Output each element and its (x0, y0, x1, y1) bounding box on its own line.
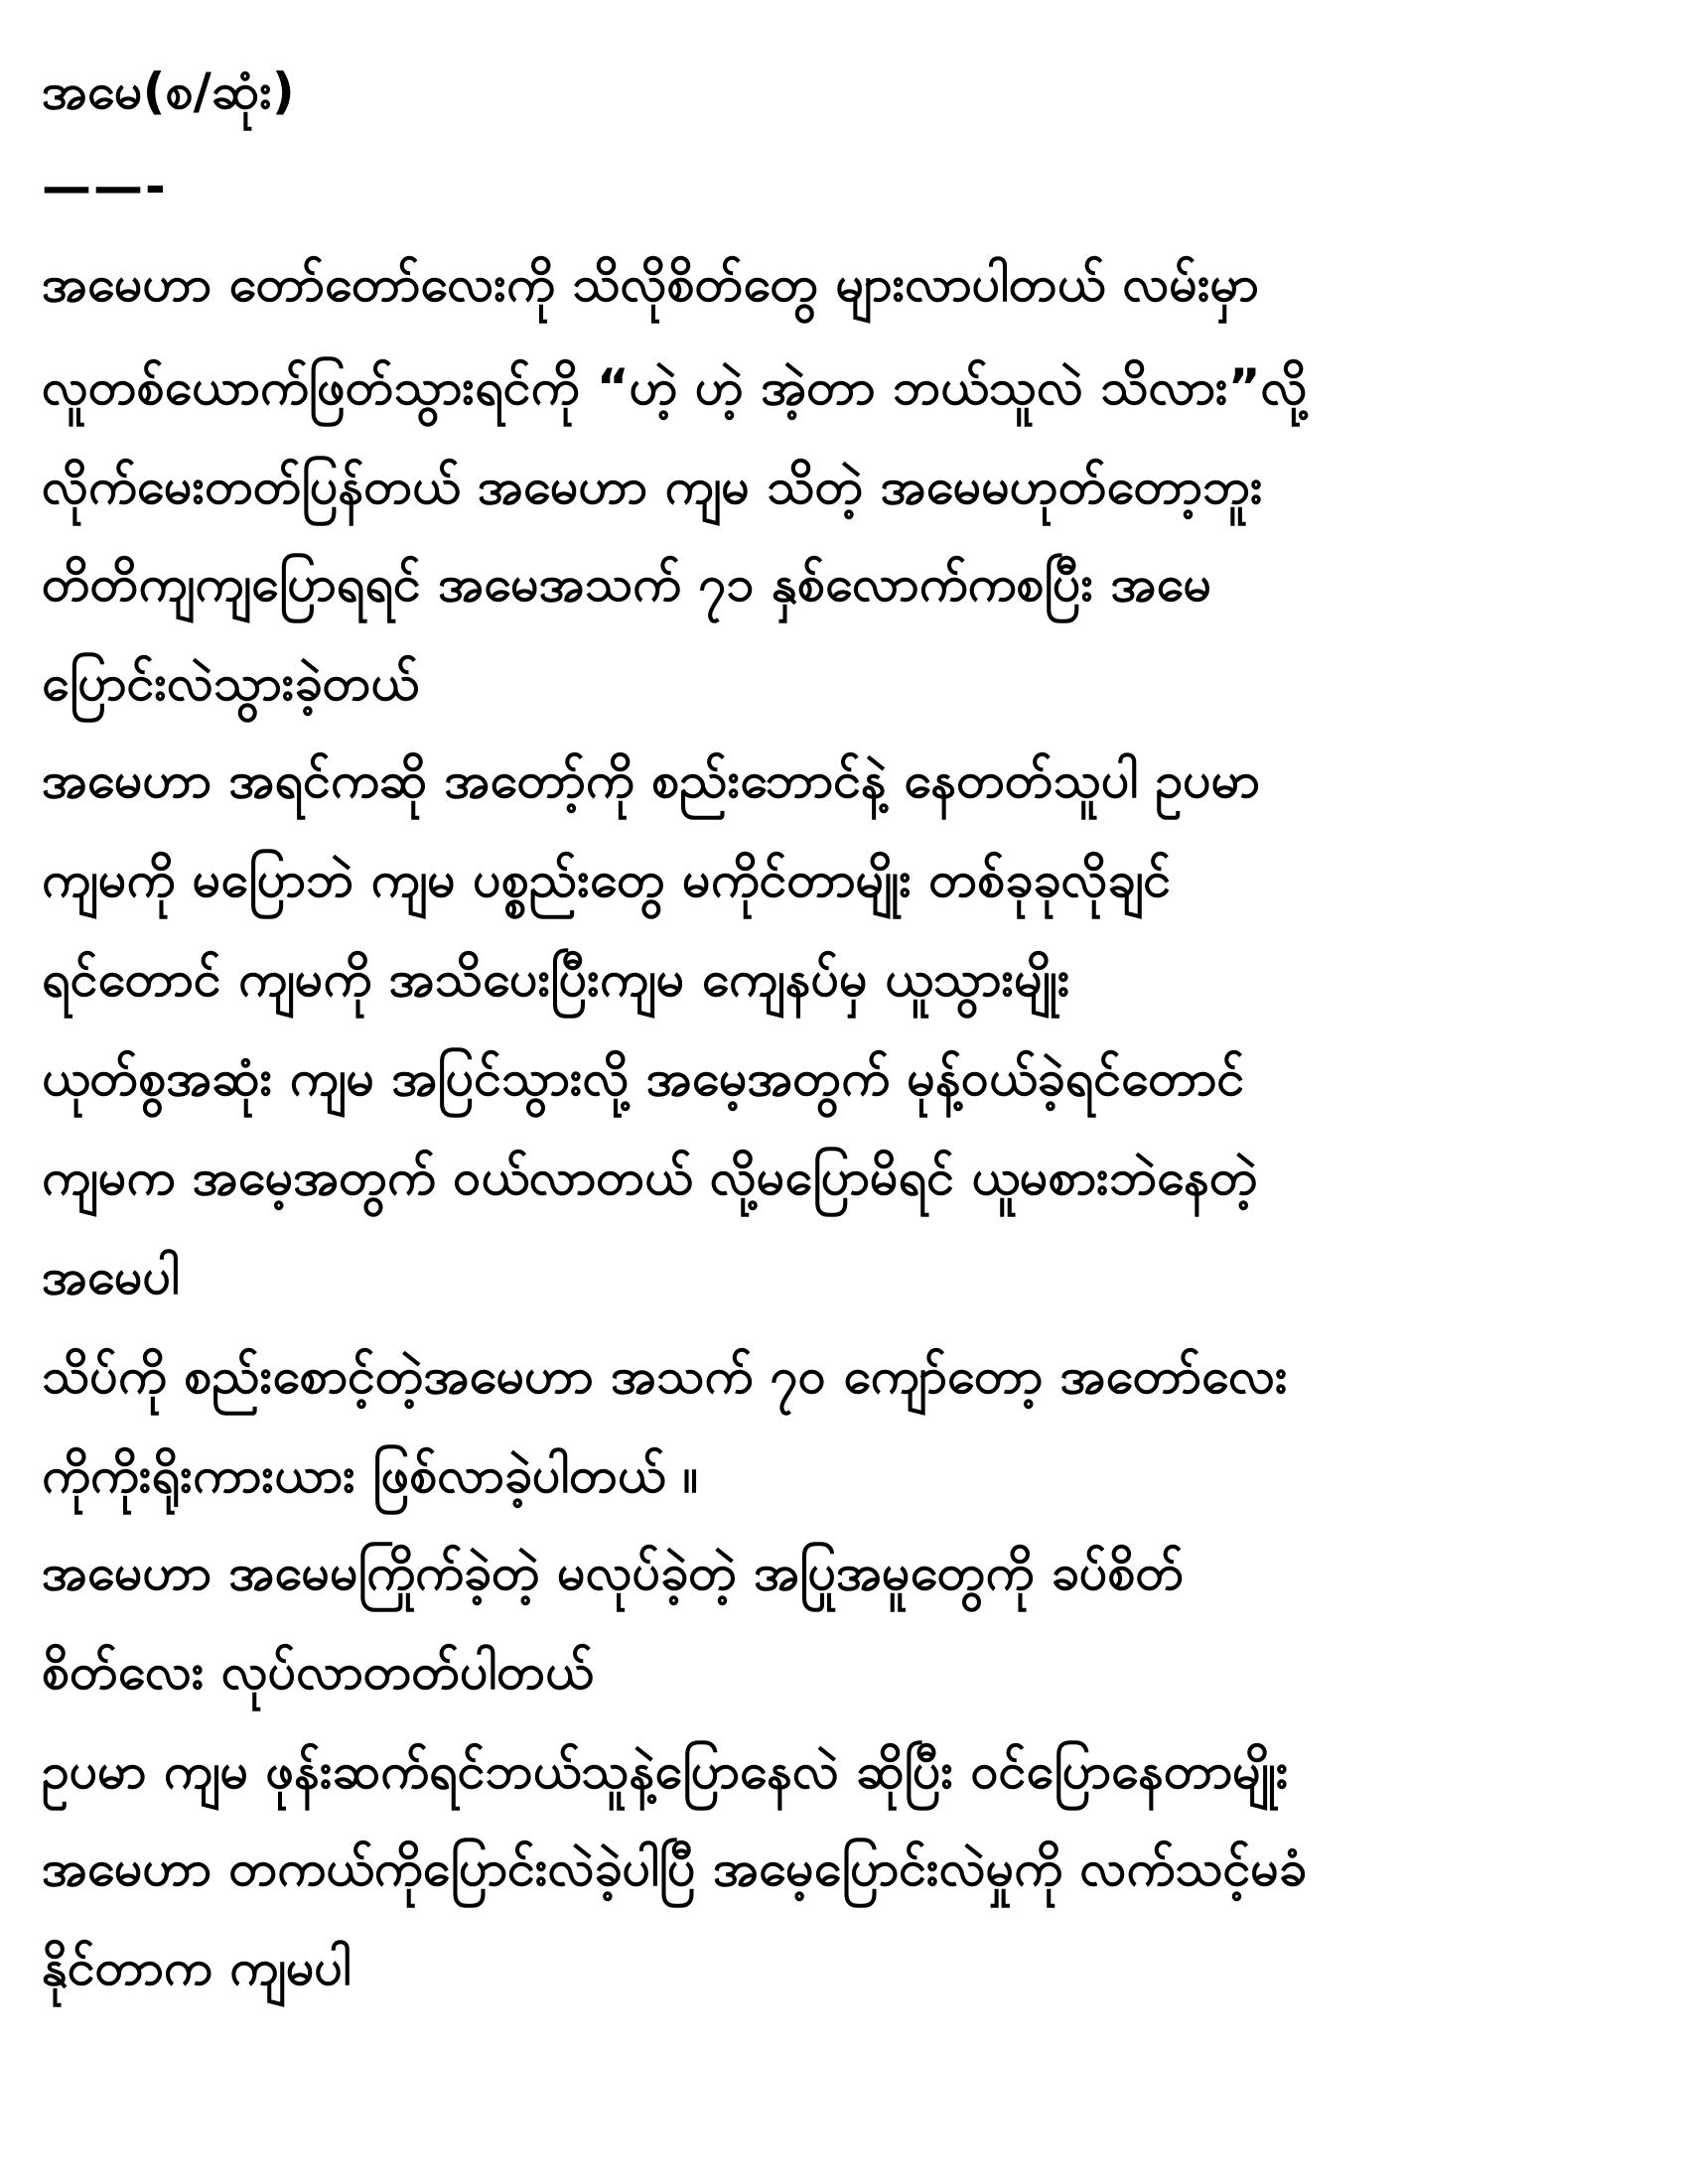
paragraph-line: သိပ်ကို စည်းစောင့်တဲ့အမေဟာ အသက် ၇၀ ကျော်တော့ အတော်လေး (42, 1347, 1288, 1405)
paragraph-line: ယုတ်စွအဆုံး ကျမ အပြင်သွားလို့ အမေ့အတွက် မုန့်ဝယ်ခဲ့ရင်တောင် (42, 1049, 1245, 1107)
paragraph-line: ကျမကို မပြောဘဲ ကျမ ပစ္စည်းတွေ မကိုင်တာမျိုး တစ်ခုခုလိုချင် (42, 851, 1172, 908)
paragraph-line: ပြောင်းလဲသွားခဲ့တယ် (42, 654, 419, 712)
paragraph-line: အမေဟာ အမေမကြိုက်ခဲ့တဲ့ မလုပ်ခဲ့တဲ့ အပြုအမူတွေကို ခပ်စိတ် (42, 1544, 1185, 1601)
section-divider: ——- (42, 158, 168, 215)
paragraph-line: အမေပါ (42, 1248, 180, 1305)
paragraph-line: အမေဟာ တကယ်ကိုပြောင်းလဲခဲ့ပါပြီ အမေ့ပြောင်းလဲမှုကို လက်သင့်မခံ (42, 1840, 1308, 1897)
paragraph-line: လိုက်မေးတတ်ပြန်တယ် အမေဟာ ကျမ သိတဲ့ အမေမဟုတ်တော့ဘူး (42, 458, 1263, 515)
paragraph-line: အမေဟာ တော်တော်လေးကို သိလိုစိတ်တွေ များလာပါတယ် လမ်းမှာ (42, 255, 1259, 313)
paragraph-line: ကိုကိုးရိုးကားယား ဖြစ်လာခဲ့ပါတယ် ။ (42, 1446, 698, 1504)
paragraph-line: ကျမက အမေ့အတွက် ဝယ်လာတယ် လို့မပြောမိရင် ယူမစားဘဲနေတဲ့ (42, 1149, 1258, 1206)
document-title: အမေ(စ/ဆုံး) (42, 63, 295, 120)
paragraph-line: ဥပမာ ကျမ ဖုန်းဆက်ရင်ဘယ်သူနဲ့ပြောနေလဲ ဆိုပြီး ဝင်ပြောနေတာမျိုး (42, 1742, 1289, 1800)
paragraph-line: လူတစ်ယောက်ဖြတ်သွားရင်ကို “ဟဲ့ ဟဲ့ အဲ့တာ ဘယ်သူလဲ သိလား”လို့ (42, 358, 1308, 416)
paragraph-line: အမေဟာ အရင်ကဆို အတော့်ကို စည်းဘောင်နဲ့ နေတတ်သူပါ ဥပမာ (42, 751, 1260, 809)
paragraph-line: နိုင်တာက ကျမပါ (42, 1939, 352, 1996)
paragraph-line: တိတိကျကျပြောရရင် အမေအသက် ၇၁ နှစ်လောက်ကစပြီး အမေ (42, 555, 1212, 613)
paragraph-line: စိတ်လေး လုပ်လာတတ်ပါတယ် (42, 1643, 594, 1701)
paragraph-line: ရင်တောင် ကျမကို အသိပေးပြီးကျမ ကျေနပ်မှ ယူသွားမျိုး (42, 950, 1070, 1008)
